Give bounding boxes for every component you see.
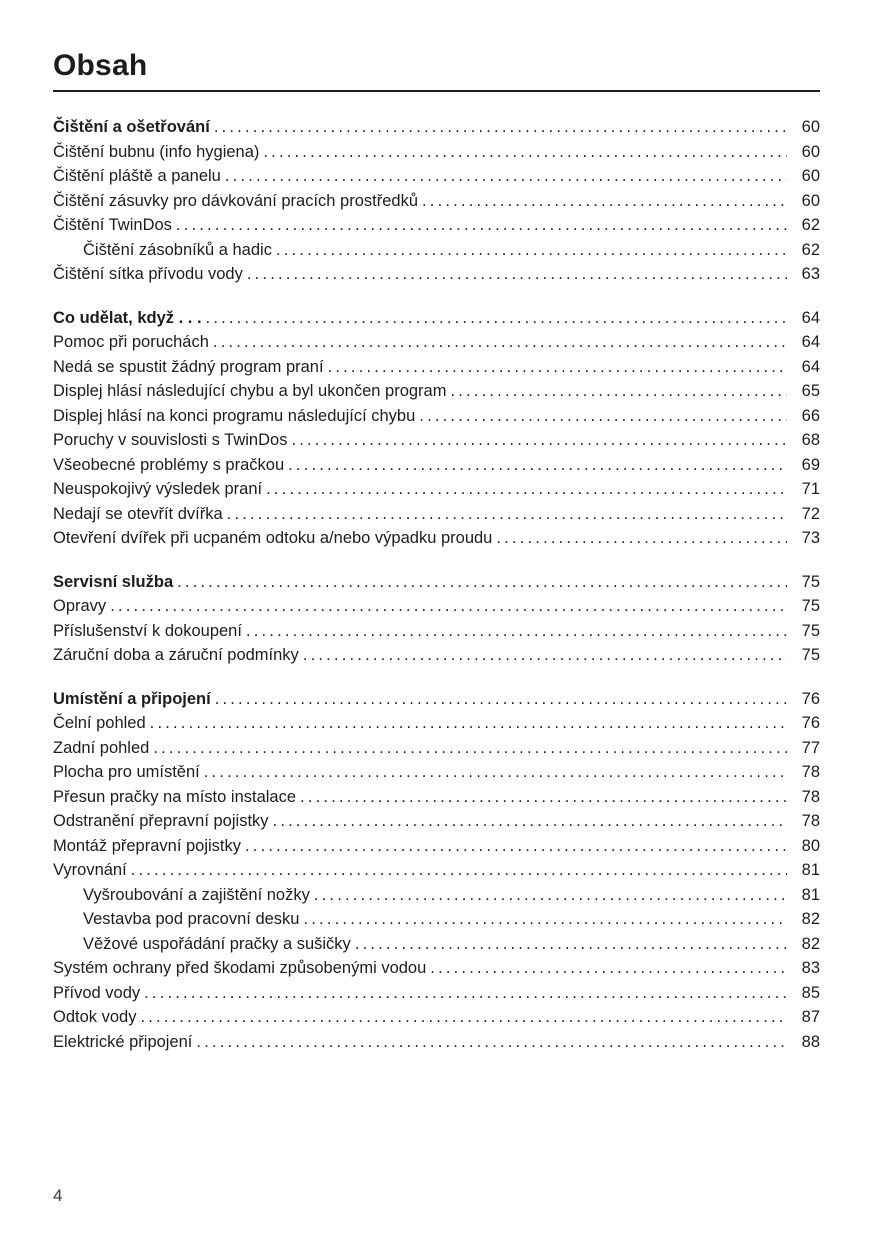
dot-leader (430, 956, 787, 981)
toc-entry-label: Pomoc při poruchách (53, 333, 209, 351)
dot-leader (140, 1005, 787, 1030)
toc-row (53, 477, 820, 502)
toc-entry-page-number: 60 (801, 191, 820, 210)
toc-entry-page-number: 77 (801, 738, 820, 757)
dot-leader (144, 981, 787, 1006)
toc-entry-label: Přívod vody (53, 983, 141, 1002)
toc-entry-page-number: 88 (801, 1032, 820, 1051)
toc-entry-page-number: 64 (801, 333, 820, 351)
toc-entry-label: Odtok vody (53, 1008, 137, 1026)
toc-row (53, 643, 820, 668)
toc-entry-page-number: 76 (801, 714, 820, 732)
toc-entry-page-number: 68 (801, 431, 820, 449)
toc-row (53, 932, 820, 957)
dot-leader (196, 1030, 787, 1055)
toc-entry-label: Přesun pračky na místo instalace (53, 787, 297, 806)
toc-row (53, 355, 820, 380)
dot-leader (247, 262, 787, 287)
toc-entry-page-number: 78 (801, 763, 820, 781)
toc-entry-page-number: 62 (801, 240, 820, 259)
toc-row (53, 140, 820, 165)
dot-leader (273, 809, 787, 834)
toc-entry-page-number: 64 (801, 308, 820, 327)
toc-row (53, 502, 820, 527)
toc-row (53, 809, 820, 834)
toc-row (53, 330, 820, 355)
toc-entry-label: Displej hlásí následující chybu a byl ukončen program (53, 382, 447, 400)
toc-row (53, 164, 820, 189)
toc-entry-page-number: 81 (801, 885, 820, 904)
toc-row (53, 306, 820, 331)
toc-row (53, 956, 820, 981)
toc-row (53, 379, 820, 404)
toc-row (53, 526, 820, 551)
toc-entry-page-number: 66 (801, 406, 820, 425)
toc-row (53, 189, 820, 214)
toc-entry-label: Vyšroubování a zajištění nožky (83, 885, 310, 904)
toc-entry-label: Montáž přepravní pojistky (53, 836, 242, 855)
toc-entry-label: Čištění pláště a panelu (53, 167, 221, 185)
toc-entry-page-number: 64 (801, 357, 820, 376)
toc-entry-page-number: 78 (801, 787, 820, 806)
toc-row (53, 785, 820, 810)
toc-row (53, 115, 820, 140)
toc-entry-label: Opravy (53, 597, 107, 615)
toc-row (53, 981, 820, 1006)
toc-entry-label: Servisní služba (53, 572, 174, 591)
toc-entry-page-number: 62 (801, 216, 820, 234)
toc-entry-label: Nedají se otevřít dvířka (53, 504, 223, 523)
footer-page-number: 4 (53, 1186, 63, 1205)
toc-row (53, 404, 820, 429)
toc-entry-page-number: 82 (801, 934, 820, 953)
toc-entry-label: Vyrovnání (53, 861, 127, 879)
toc-entry-page-number: 65 (801, 382, 820, 400)
toc-entry-label: Displej hlásí na konci programu následující chybu (53, 406, 416, 425)
dot-leader (300, 785, 787, 810)
dot-leader (214, 115, 787, 140)
toc-entry-page-number: 60 (801, 142, 820, 161)
toc-entry-page-number: 75 (801, 621, 820, 640)
toc-row (53, 907, 820, 932)
toc-entry-page-number: 80 (801, 836, 820, 855)
toc-row (53, 428, 820, 453)
dot-leader (291, 428, 787, 453)
dot-leader (131, 858, 787, 883)
toc-row (53, 453, 820, 478)
toc-entry-label: Vestavba pod pracovní desku (83, 910, 300, 928)
dot-leader (176, 213, 787, 238)
dot-leader (150, 711, 787, 736)
dot-leader (110, 594, 787, 619)
toc-entry-page-number: 75 (801, 597, 820, 615)
toc-row (53, 262, 820, 287)
toc-row (53, 711, 820, 736)
dot-leader (215, 687, 787, 712)
dot-leader (288, 453, 787, 478)
title-rule (53, 90, 820, 92)
toc-list (53, 115, 820, 1054)
toc-row (53, 1030, 820, 1055)
dot-leader (314, 883, 787, 908)
toc-entry-page-number: 76 (801, 689, 820, 708)
toc-entry-page-number: 81 (801, 861, 820, 879)
toc-row (53, 594, 820, 619)
toc-entry-page-number: 73 (801, 529, 820, 547)
toc-entry-page-number: 69 (801, 455, 820, 474)
toc-entry-page-number: 78 (801, 812, 820, 830)
toc-entry-label: Záruční doba a záruční podmínky (53, 646, 299, 664)
dot-leader (177, 570, 787, 595)
dot-leader (355, 932, 787, 957)
toc-entry-page-number: 85 (801, 983, 820, 1002)
toc-row (53, 736, 820, 761)
toc-row (53, 213, 820, 238)
toc-row (53, 858, 820, 883)
toc-entry-label: Čelní pohled (53, 714, 146, 732)
dot-leader (422, 189, 787, 214)
dot-leader (204, 760, 787, 785)
toc-entry-label: Elektrické připojení (53, 1032, 193, 1051)
toc-row (53, 760, 820, 785)
toc-entry-label: Nedá se spustit žádný program praní (53, 357, 324, 376)
toc-entry-label: Co udělat, když . . . (53, 308, 202, 327)
toc-entry-page-number: 63 (801, 265, 820, 283)
toc-entry-label: Čištění TwinDos (53, 216, 172, 234)
dot-leader (266, 477, 787, 502)
toc-entry-label: Odstranění přepravní pojistky (53, 812, 269, 830)
toc-entry-label: Čištění bubnu (info hygiena) (53, 142, 260, 161)
dot-leader (450, 379, 787, 404)
dot-leader (245, 834, 787, 859)
dot-leader (225, 164, 787, 189)
dot-leader (153, 736, 787, 761)
toc-entry-label: Poruchy v souvislosti s TwinDos (53, 431, 288, 449)
toc-entry-label: Umístění a připojení (53, 689, 211, 708)
toc-entry-page-number: 75 (801, 572, 820, 591)
toc-entry-label: Systém ochrany před škodami způsobenými vodou (53, 959, 427, 977)
dot-leader (246, 619, 787, 644)
toc-entry-page-number: 75 (801, 646, 820, 664)
toc-entry-label: Otevření dvířek při ucpaném odtoku a/nebo výpadku proudu (53, 529, 493, 547)
toc-entry-label: Čištění a ošetřování (53, 118, 210, 136)
toc-entry-label: Čištění zásuvky pro dávkování pracích prostředků (53, 191, 419, 210)
dot-leader (227, 502, 787, 527)
toc-entry-page-number: 87 (801, 1008, 820, 1026)
toc-entry-page-number: 72 (801, 504, 820, 523)
toc-row (53, 1005, 820, 1030)
toc-entry-page-number: 82 (801, 910, 820, 928)
dot-leader (206, 306, 787, 331)
dot-leader (419, 404, 787, 429)
toc-entry-label: Čištění zásobníků a hadic (83, 240, 272, 259)
toc-row (53, 619, 820, 644)
toc-row (53, 834, 820, 859)
toc-entry-label: Neuspokojivý výsledek praní (53, 480, 263, 498)
toc-entry-label: Plocha pro umístění (53, 763, 200, 781)
toc-row (53, 238, 820, 263)
page-title: Obsah (53, 49, 148, 82)
toc-entry-label: Zadní pohled (53, 738, 150, 757)
dot-leader (263, 140, 787, 165)
toc-entry-label: Příslušenství k dokoupení (53, 621, 242, 640)
toc-row (53, 570, 820, 595)
toc-entry-label: Čištění sítka přívodu vody (53, 265, 243, 283)
dot-leader (303, 643, 787, 668)
dot-leader (276, 238, 787, 263)
dot-leader (213, 330, 787, 355)
toc-entry-label: Věžové uspořádání pračky a sušičky (83, 934, 351, 953)
toc-row (53, 687, 820, 712)
toc-entry-page-number: 60 (801, 118, 820, 136)
dot-leader (496, 526, 787, 551)
toc-entry-page-number: 71 (801, 480, 820, 498)
dot-leader (303, 907, 787, 932)
toc-entry-page-number: 60 (801, 167, 820, 185)
dot-leader (328, 355, 787, 380)
toc-entry-page-number: 83 (801, 959, 820, 977)
toc-row (53, 883, 820, 908)
toc-entry-label: Všeobecné problémy s pračkou (53, 455, 285, 474)
